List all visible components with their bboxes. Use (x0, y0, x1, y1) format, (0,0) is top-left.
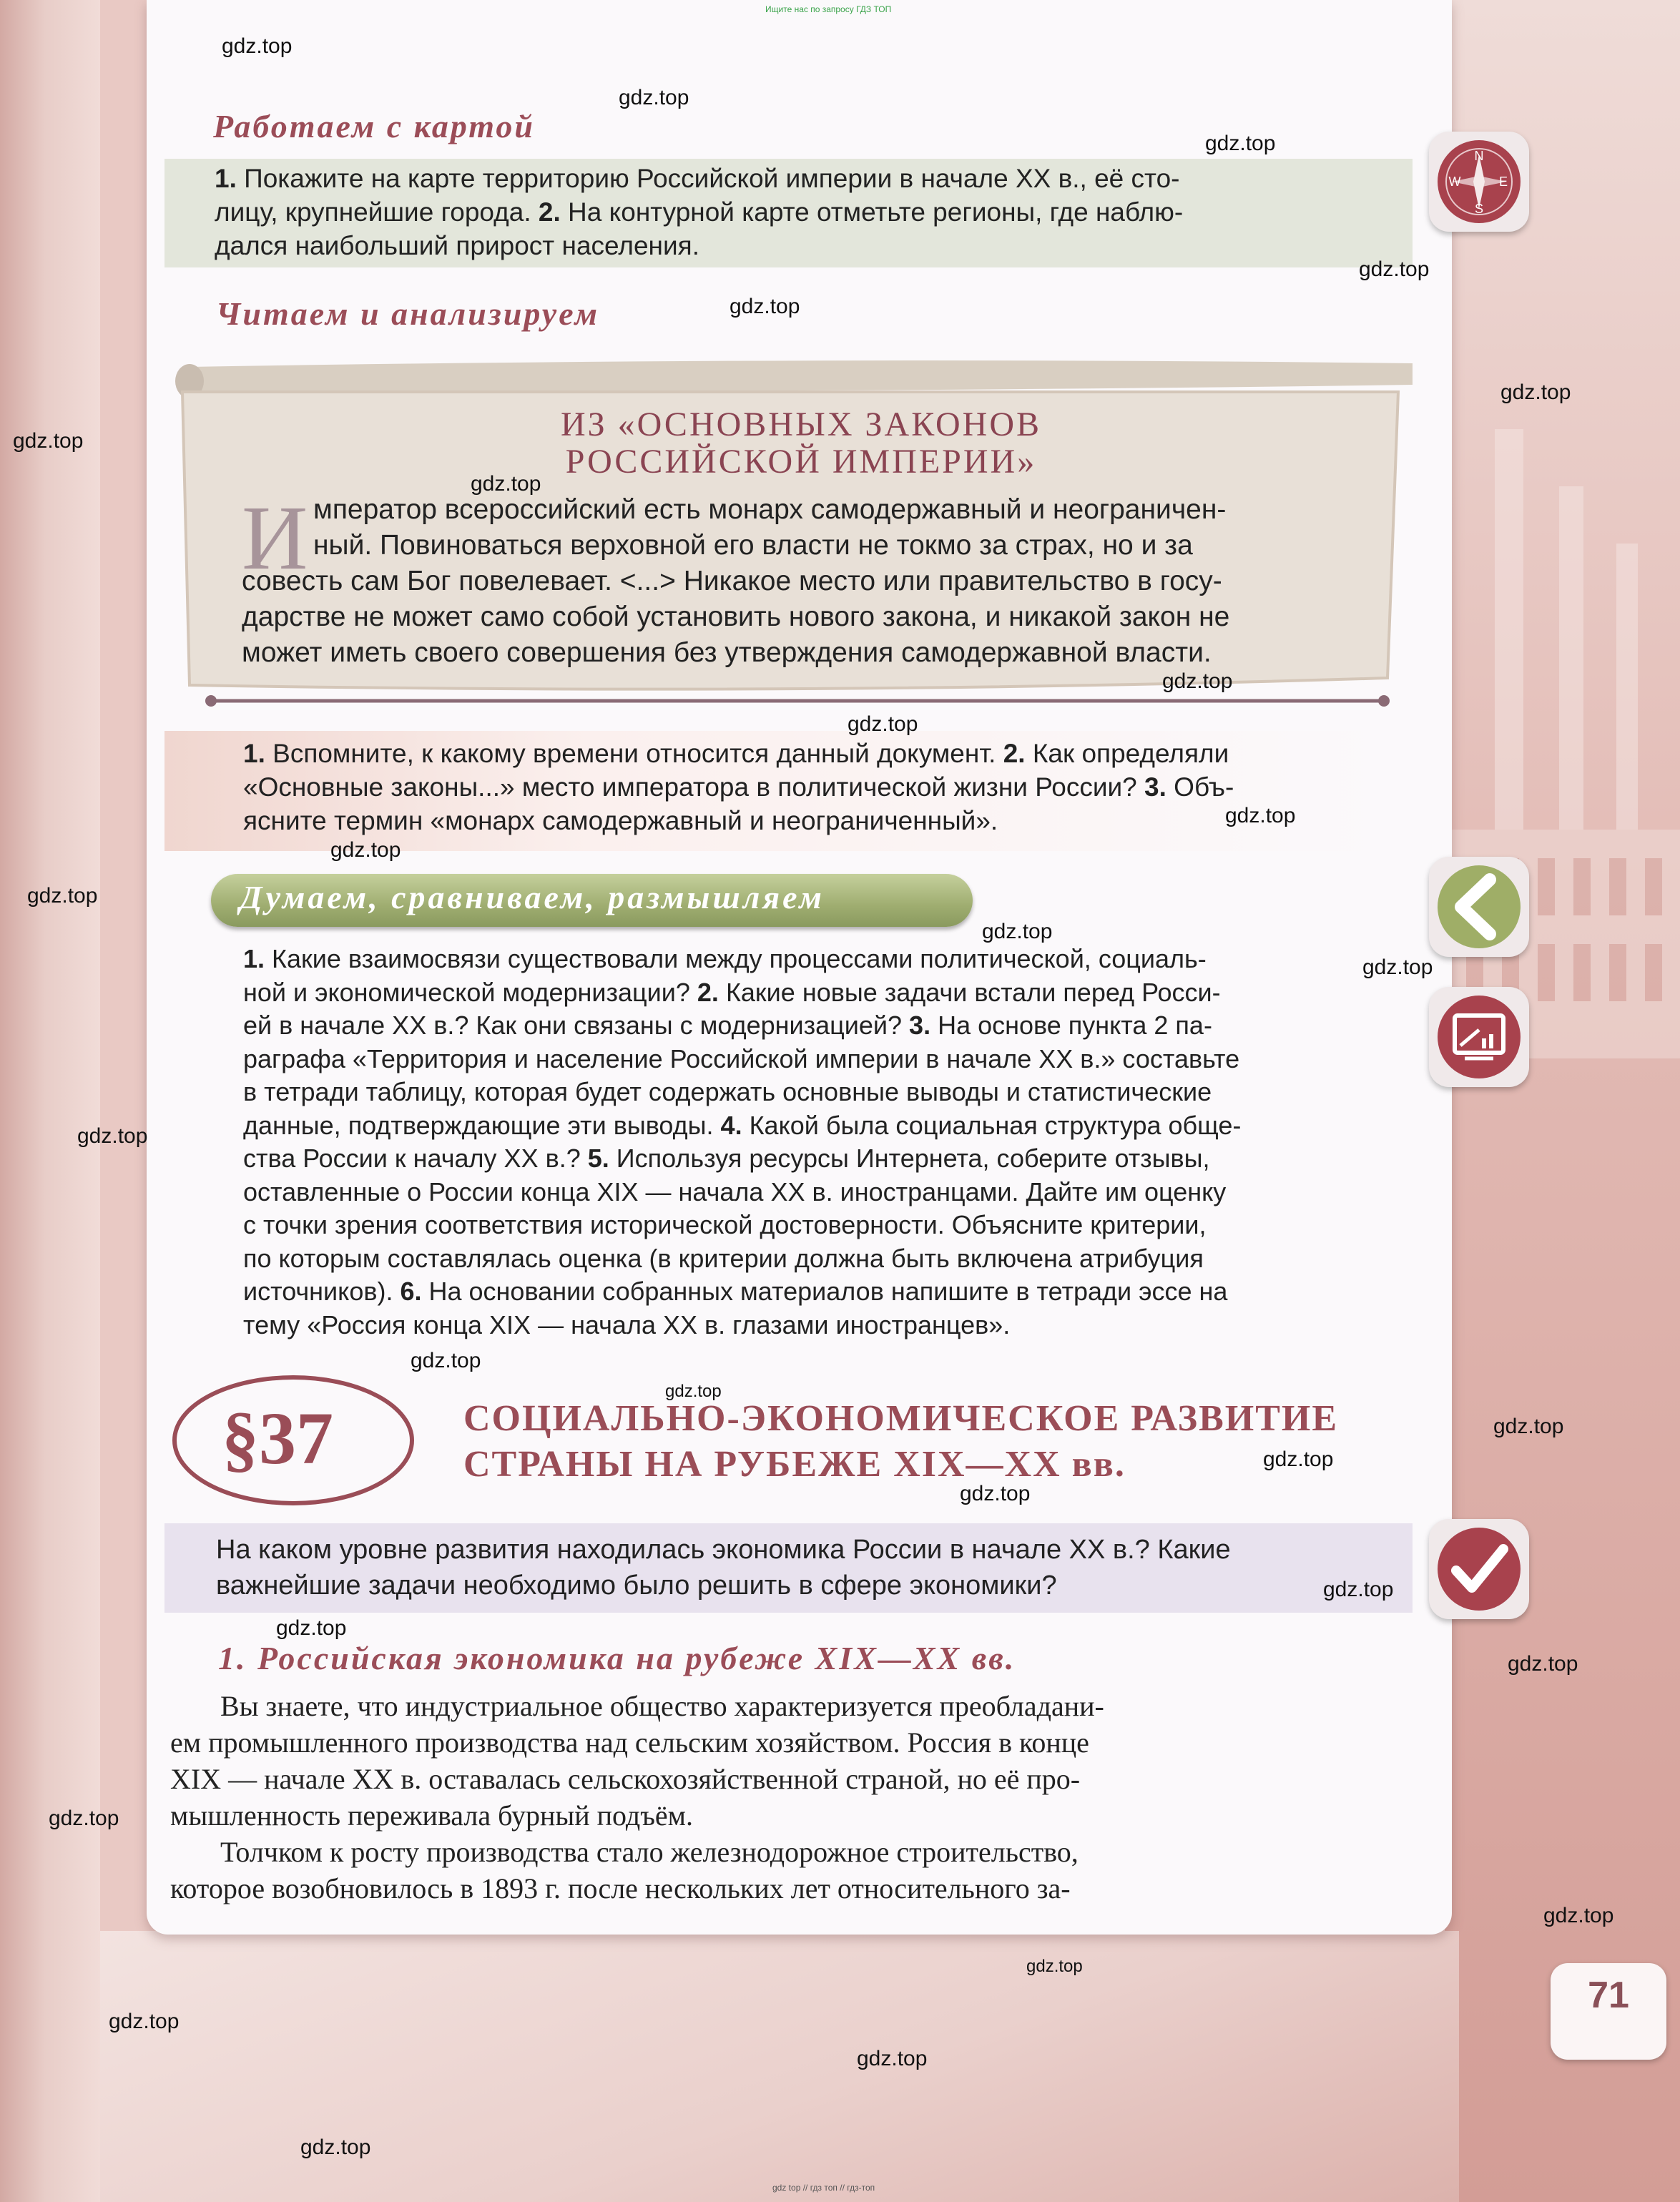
watermark: gdz.top (1162, 669, 1233, 693)
watermark: gdz.top (300, 2135, 371, 2159)
top-note: Ищите нас по запросу ГДЗ ТОП (765, 4, 892, 14)
watermark: gdz.top (1263, 1447, 1334, 1471)
watermark: gdz.top (1225, 804, 1296, 827)
watermark: gdz.top (471, 472, 541, 496)
watermark: gdz.top (1362, 955, 1433, 979)
watermark: gdz.top (1359, 257, 1430, 281)
watermark: gdz.top (1543, 1904, 1614, 1927)
watermark: gdz.top (1493, 1415, 1564, 1438)
watermark: gdz.top (982, 920, 1053, 943)
subsection-heading: 1. Российская экономика на рубеже XIX—XX вв. (218, 1640, 1016, 1676)
watermark: gdz.top (1205, 132, 1276, 155)
svg-text:E: E (1498, 175, 1508, 189)
watermark: gdz.top (77, 1124, 148, 1148)
watermark: gdz.top (960, 1482, 1031, 1505)
check-button[interactable] (1429, 1519, 1529, 1619)
watermark: gdz.top (730, 295, 800, 318)
watermark: gdz.top (1500, 380, 1571, 404)
drop-cap: И (242, 487, 308, 589)
intro-question: На каком уровне развития находилась экономика России в начале XX в.? Какие важнейшие задачи необходимо было решить в сфере экономики? (216, 1535, 1231, 1601)
watermark: gdz.top (411, 1349, 481, 1372)
presentation-icon (1436, 994, 1522, 1080)
watermark: gdz.top (1026, 1957, 1083, 1976)
watermark: gdz.top (619, 86, 689, 109)
map-compass-button[interactable] (1429, 132, 1529, 232)
paragraph-title: СОЦИАЛЬНО-ЭКОНОМИЧЕСКОЕ РАЗВИТИЕ СТРАНЫ НА РУБЕЖЕ XIX—XX вв. (463, 1398, 1339, 1485)
watermark: gdz.top (330, 838, 401, 862)
chevron-left-icon (1436, 864, 1522, 950)
map-section-heading: Работаем с картой (213, 108, 535, 144)
svg-text:W: W (1448, 175, 1461, 189)
watermark: gdz.top (222, 34, 293, 58)
watermark: gdz.top (848, 712, 918, 736)
watermark: gdz.top (1323, 1578, 1394, 1601)
watermark: gdz.top (49, 1807, 119, 1830)
map-task-text: 1. Покажите на карте территорию Российской империи в начале XX в., её сто- лицу, крупнейшие города. 2. На контурной карте отметьте регионы, где наблю- дался наибольший прирост населения. (215, 164, 1184, 260)
watermark: gdz.top (27, 884, 98, 908)
presentation-button[interactable] (1429, 987, 1529, 1087)
watermark: gdz.top (665, 1382, 722, 1401)
book-spine (0, 0, 100, 2202)
watermark: gdz.top (857, 2047, 928, 2070)
page-number: 71 (1588, 1975, 1629, 2016)
document-title: ИЗ «ОСНОВНЫХ ЗАКОНОВ РОССИЙСКОЙ ИМПЕРИИ» (560, 405, 1042, 481)
watermark: gdz.top (276, 1616, 347, 1640)
body-text: Вы знаете, что индустриальное общество характеризуется преобладани- ем промышленного производства над сельским хозяйством. Россия в конце XIX — начале XX в. оставалась сельскохозяйственной страной, но её про- мышленность переживала бурный подъём. Толчком к росту производства стало железнодорожное строительство, которое возобновилось в 1893 г. после нескольких лет относительного за- (170, 1690, 1104, 1904)
lower-background (100, 1931, 1459, 2202)
think-questions: 1. Какие взаимосвязи существовали между процессами политической, социаль- ной и экономической модернизации? 2. Какие новые задачи встали перед Росси- ей в начале XX в.? Как они связаны с модернизацией? 3. На основе пункта 2 па- раграфа «Территория и население Российской империи в начале XX в.» составьте в тетради таблицу, которая будет содержать основные выводы и статистические данные, подтверждающие эти выводы. 4. Какой была социальная структура обще- ства России к началу XX в.? 5. Используя ресурсы Интернета, соберите отзывы, оставленные о России конца XIX — начала XX в. иностранцами. Дайте им оценку с точки зрения соответствия исторической достоверности. Объясните критерии, по которым составлялась оценка (в критерии должна быть включена атрибуция источников). 6. На основании собранных материалов напишите в тетради эссе на тему «Россия конца XIX — начала XX в. глазами иностранцев». (243, 944, 1242, 1340)
watermark: gdz.top (1508, 1652, 1578, 1676)
watermark: gdz.top (109, 2010, 180, 2033)
watermark: gdz.top (13, 429, 84, 453)
doc-questions: 1. Вспомните, к какому времени относится данный документ. 2. Как определяли «Основные законы...» место императора в политической жизни России? 3. Объ- ясните термин «монарх самодержавный и неограниченный». (243, 739, 1234, 835)
checkmark-icon (1436, 1526, 1522, 1612)
back-button[interactable] (1429, 857, 1529, 957)
svg-text:N: N (1474, 149, 1484, 163)
paragraph-number: §37 (222, 1397, 333, 1480)
think-section-heading: Думаем, сравниваем, размышляем (240, 879, 825, 915)
read-section-heading: Читаем и анализируем (216, 295, 599, 332)
document-quote: мператор всероссийский есть монарх самодержавный и неограничен- ный. Повиноваться верховной его власти не токмо за страх, но и за совесть сам Бог повелевает. <...> Никакое место или правительство в госу- дарстве не может само собой установить нового закона, и никакой закон не может иметь своего совершения без утверждения самодержавной власти. (242, 494, 1230, 668)
bottom-note: gdz top // гдз топ // гдз-топ (772, 2183, 875, 2193)
svg-text:S: S (1474, 202, 1484, 216)
compass-icon (1436, 139, 1522, 225)
